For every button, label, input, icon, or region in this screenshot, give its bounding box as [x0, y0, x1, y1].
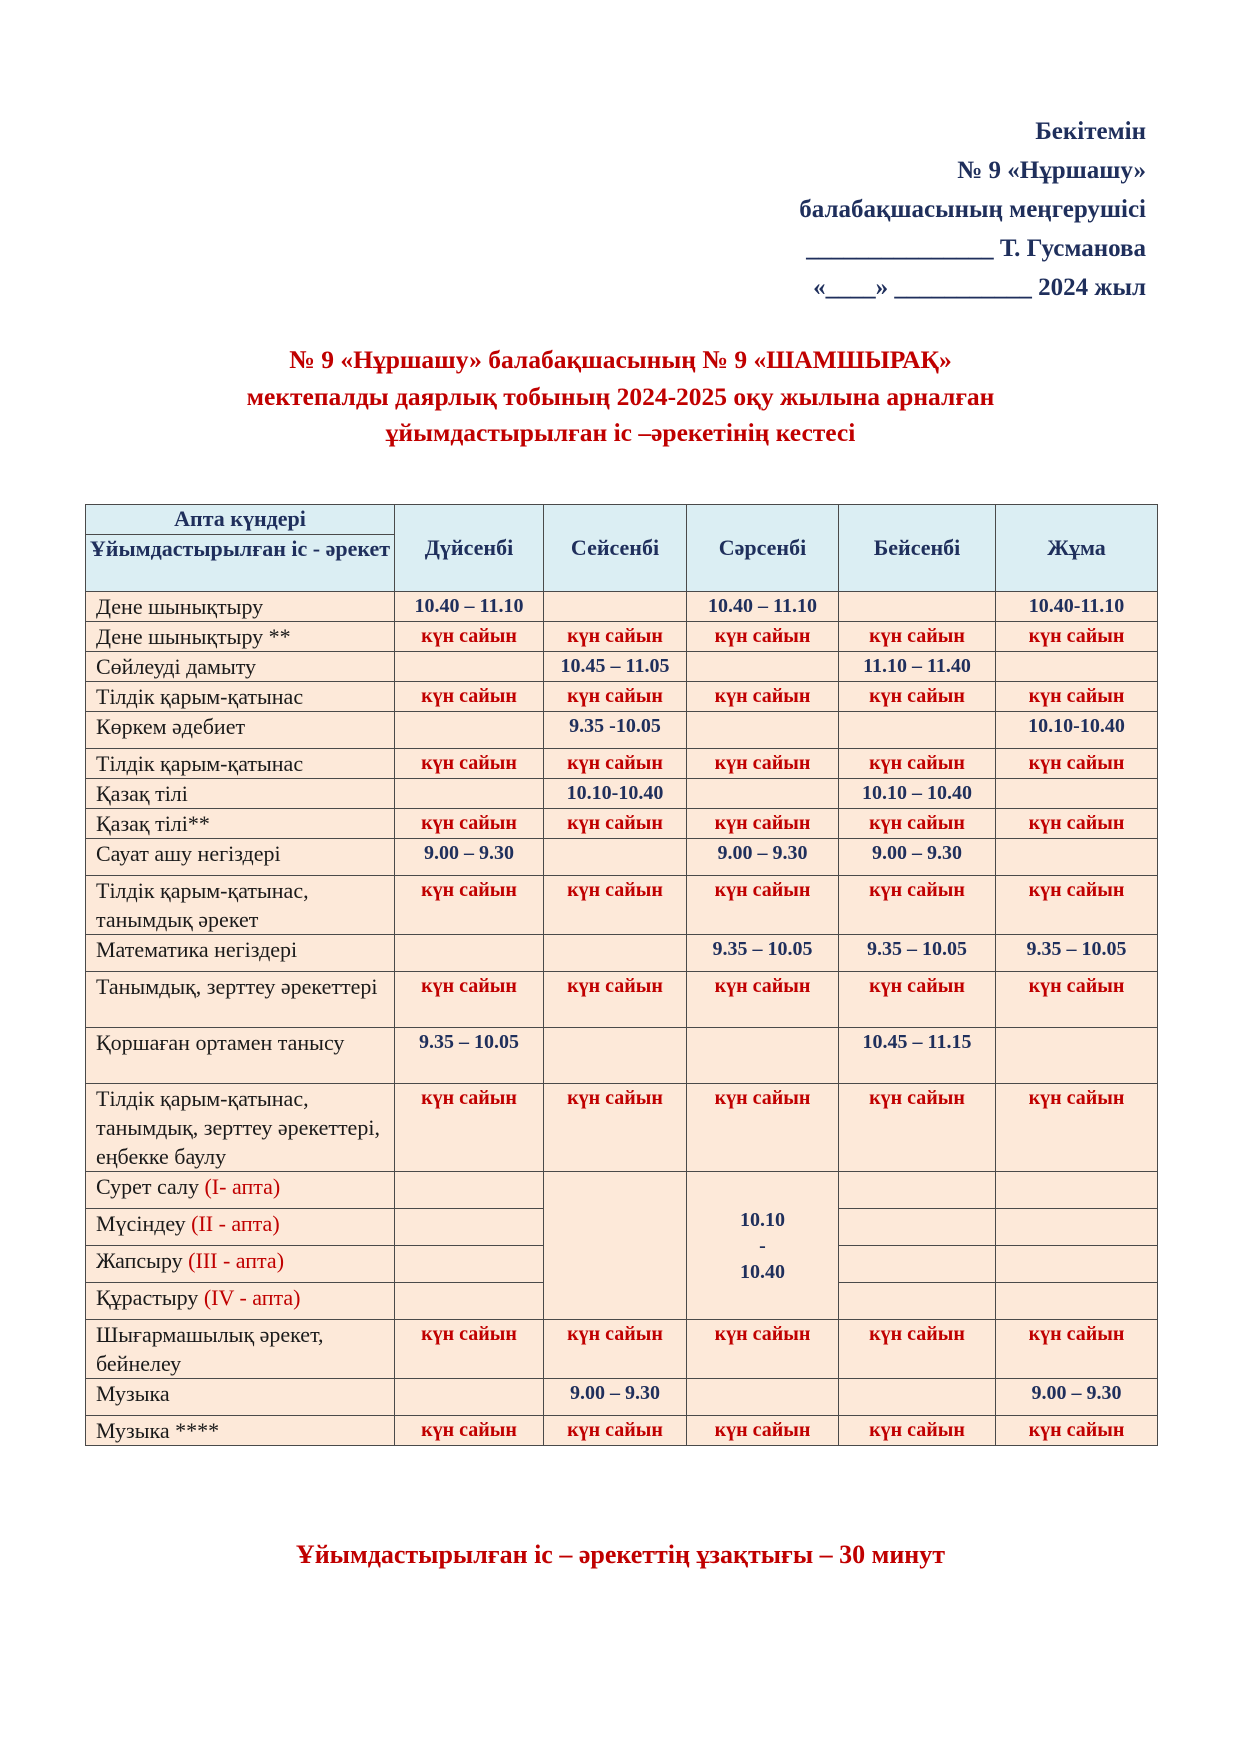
daily-cell: күн сайын	[687, 809, 839, 839]
empty-cell	[395, 1172, 544, 1209]
daily-cell: күн сайын	[996, 809, 1158, 839]
time-cell	[996, 1028, 1158, 1084]
time-cell: 9.00 – 9.30	[544, 1379, 687, 1416]
table-row	[86, 1416, 1158, 1446]
time-cell	[395, 652, 544, 682]
activity-name	[86, 1283, 395, 1320]
time-cell: 9.35 -10.05	[544, 712, 687, 749]
approval-line: балабақшасының меңгерушісі	[799, 196, 1146, 223]
title-line: мектепалды даярлық тобының 2024-2025 оқу жылына арналған	[246, 381, 995, 411]
daily-cell: күн сайын	[687, 1416, 839, 1446]
activity-name: Сауат ашу негіздері	[86, 839, 395, 876]
daily-cell: күн сайын	[395, 682, 544, 712]
daily-cell: күн сайын	[996, 1416, 1158, 1446]
time-cell	[687, 1379, 839, 1416]
activity-name: Қоршаған ортамен танысу	[86, 1028, 395, 1084]
daily-cell: күн сайын	[687, 876, 839, 935]
table-row	[86, 809, 1158, 839]
time-cell	[395, 1379, 544, 1416]
merged-time-cell	[687, 1172, 839, 1320]
header-activity: Ұйымдастырылған іс - әрекет	[86, 535, 395, 592]
time-cell: 9.00 – 9.30	[996, 1379, 1158, 1416]
merged-time-part: 10.10	[740, 1208, 785, 1231]
daily-cell: күн сайын	[839, 749, 996, 779]
daily-cell: күн сайын	[839, 1084, 996, 1172]
time-cell	[544, 592, 687, 622]
time-cell	[544, 935, 687, 972]
time-cell: 9.00 – 9.30	[839, 839, 996, 876]
table-row	[86, 712, 1158, 749]
empty-cell	[996, 1246, 1158, 1283]
daily-cell: күн сайын	[544, 1084, 687, 1172]
empty-cell	[839, 1246, 996, 1283]
table-row	[86, 652, 1158, 682]
time-cell	[996, 839, 1158, 876]
table-row	[86, 749, 1158, 779]
header-day: Жұма	[996, 505, 1158, 592]
table-row	[86, 592, 1158, 622]
header-day: Дүйсенбі	[395, 505, 544, 592]
header-day: Сейсенбі	[544, 505, 687, 592]
daily-cell: күн сайын	[395, 1320, 544, 1379]
time-cell: 10.40-11.10	[996, 592, 1158, 622]
time-cell	[395, 712, 544, 749]
time-cell	[687, 1028, 839, 1084]
empty-cell	[996, 1172, 1158, 1209]
time-cell	[687, 712, 839, 749]
week-label: (IV - апта)	[203, 1285, 301, 1310]
daily-cell: күн сайын	[395, 809, 544, 839]
activity-name: Дене шынықтыру **	[86, 622, 395, 652]
merged-time-part: 10.40	[740, 1260, 785, 1283]
time-cell	[996, 652, 1158, 682]
daily-cell: күн сайын	[687, 749, 839, 779]
table-row	[86, 1379, 1158, 1416]
table-row	[86, 876, 1158, 935]
daily-cell: күн сайын	[544, 809, 687, 839]
empty-cell	[839, 1283, 996, 1320]
time-cell	[544, 1028, 687, 1084]
table-row	[86, 622, 1158, 652]
table-row	[86, 935, 1158, 972]
art-activity-label: Сурет салу	[96, 1174, 199, 1199]
empty-cell	[839, 1209, 996, 1246]
empty-cell	[395, 1209, 544, 1246]
daily-cell: күн сайын	[687, 1320, 839, 1379]
time-cell	[839, 1379, 996, 1416]
art-activity-label: Құрастыру	[96, 1285, 199, 1310]
daily-cell: күн сайын	[544, 622, 687, 652]
duration-note: Ұйымдастырылған іс – әрекеттің ұзақтығы – 30 минут	[295, 1540, 946, 1569]
activity-name: Математика негіздері	[86, 935, 395, 972]
time-cell	[395, 779, 544, 809]
daily-cell: күн сайын	[395, 876, 544, 935]
daily-cell: күн сайын	[395, 622, 544, 652]
time-cell: 9.35 – 10.05	[996, 935, 1158, 972]
time-cell: 9.35 – 10.05	[839, 935, 996, 972]
daily-cell: күн сайын	[395, 1416, 544, 1446]
schedule-table	[85, 504, 1158, 1446]
daily-cell: күн сайын	[839, 622, 996, 652]
activity-name: Тілдік қарым-қатынас	[86, 749, 395, 779]
time-cell	[839, 592, 996, 622]
time-cell	[996, 779, 1158, 809]
empty-cell	[395, 1283, 544, 1320]
daily-cell: күн сайын	[544, 1320, 687, 1379]
activity-name: Сөйлеуді дамыту	[86, 652, 395, 682]
daily-cell: күн сайын	[839, 1320, 996, 1379]
activity-name: Дене шынықтыру	[86, 592, 395, 622]
merged-empty-cell	[544, 1172, 687, 1320]
empty-cell	[839, 1172, 996, 1209]
document-title	[0, 342, 1241, 452]
time-cell: 10.40 – 11.10	[687, 592, 839, 622]
daily-cell: күн сайын	[839, 809, 996, 839]
time-cell	[395, 935, 544, 972]
activity-name: Танымдық, зерттеу әрекеттері	[86, 972, 395, 1028]
table-row	[86, 1320, 1158, 1379]
time-cell: 9.00 – 9.30	[395, 839, 544, 876]
daily-cell: күн сайын	[839, 1416, 996, 1446]
title-line: № 9 «Нұршашу» балабақшасының № 9 «ШАМШЫРАҚ»	[289, 345, 952, 374]
time-cell	[839, 712, 996, 749]
week-label: (III - апта)	[188, 1248, 285, 1273]
daily-cell: күн сайын	[687, 972, 839, 1028]
time-cell: 9.00 – 9.30	[687, 839, 839, 876]
activity-name: Тілдік қарым-қатынас, танымдық, зерттеу әрекеттері, еңбекке баулу	[86, 1084, 395, 1172]
daily-cell: күн сайын	[544, 749, 687, 779]
activity-name: Көркем әдебиет	[86, 712, 395, 749]
table-row	[86, 1084, 1158, 1172]
activity-name	[86, 1246, 395, 1283]
table-row	[86, 839, 1158, 876]
daily-cell: күн сайын	[687, 1084, 839, 1172]
table-row	[86, 1028, 1158, 1084]
daily-cell: күн сайын	[839, 876, 996, 935]
approval-line: Бекітемін	[1035, 118, 1146, 145]
art-activity-label: Мүсіндеу	[96, 1211, 186, 1236]
time-cell	[544, 839, 687, 876]
approval-block	[799, 112, 1146, 307]
approval-signature-line: _______________ Т. Гусманова	[806, 235, 1146, 262]
time-cell	[687, 652, 839, 682]
daily-cell: күн сайын	[544, 682, 687, 712]
time-cell: 10.10 – 10.40	[839, 779, 996, 809]
time-cell: 10.10-10.40	[996, 712, 1158, 749]
activity-name: Қазақ тілі	[86, 779, 395, 809]
approval-line: № 9 «Нұршашу»	[957, 157, 1146, 184]
activity-name: Шығармашылық әрекет, бейнелеу	[86, 1320, 395, 1379]
daily-cell: күн сайын	[544, 972, 687, 1028]
merged-time-part: -	[759, 1234, 766, 1257]
activity-name: Музыка	[86, 1379, 395, 1416]
daily-cell: күн сайын	[395, 1084, 544, 1172]
empty-cell	[996, 1283, 1158, 1320]
daily-cell: күн сайын	[996, 1084, 1158, 1172]
activity-name	[86, 1209, 395, 1246]
daily-cell: күн сайын	[996, 749, 1158, 779]
approval-date-line: «____» ___________ 2024 жыл	[813, 274, 1146, 301]
table-row	[86, 779, 1158, 809]
daily-cell: күн сайын	[395, 972, 544, 1028]
daily-cell: күн сайын	[996, 1320, 1158, 1379]
time-cell: 9.35 – 10.05	[687, 935, 839, 972]
daily-cell: күн сайын	[996, 682, 1158, 712]
activity-name: Музыка ****	[86, 1416, 395, 1446]
header-day: Бейсенбі	[839, 505, 996, 592]
table-row	[86, 972, 1158, 1028]
time-cell: 10.45 – 11.05	[544, 652, 687, 682]
time-cell: 10.40 – 11.10	[395, 592, 544, 622]
daily-cell: күн сайын	[544, 876, 687, 935]
daily-cell: күн сайын	[839, 972, 996, 1028]
empty-cell	[996, 1209, 1158, 1246]
week-label: (II - апта)	[191, 1211, 280, 1236]
daily-cell: күн сайын	[544, 1416, 687, 1446]
daily-cell: күн сайын	[839, 682, 996, 712]
activity-name: Тілдік қарым-қатынас	[86, 682, 395, 712]
time-cell: 10.10-10.40	[544, 779, 687, 809]
activity-name: Қазақ тілі**	[86, 809, 395, 839]
title-line: ұйымдастырылған іс –әрекетінің кестесі	[385, 418, 856, 447]
time-cell: 9.35 – 10.05	[395, 1028, 544, 1084]
header-weekdays: Апта күндері	[86, 505, 395, 535]
daily-cell: күн сайын	[687, 682, 839, 712]
time-cell: 11.10 – 11.40	[839, 652, 996, 682]
table-row	[86, 1172, 1158, 1209]
time-cell	[687, 779, 839, 809]
daily-cell: күн сайын	[996, 622, 1158, 652]
daily-cell: күн сайын	[395, 749, 544, 779]
table-row	[86, 682, 1158, 712]
week-label: (I- апта)	[204, 1174, 281, 1199]
daily-cell: күн сайын	[996, 972, 1158, 1028]
daily-cell: күн сайын	[687, 622, 839, 652]
daily-cell: күн сайын	[996, 876, 1158, 935]
time-cell: 10.45 – 11.15	[839, 1028, 996, 1084]
activity-name: Тілдік қарым-қатынас, танымдық әрекет	[86, 876, 395, 935]
activity-name	[86, 1172, 395, 1209]
header-day: Сәрсенбі	[687, 505, 839, 592]
empty-cell	[395, 1246, 544, 1283]
art-activity-label: Жапсыру	[96, 1248, 183, 1273]
